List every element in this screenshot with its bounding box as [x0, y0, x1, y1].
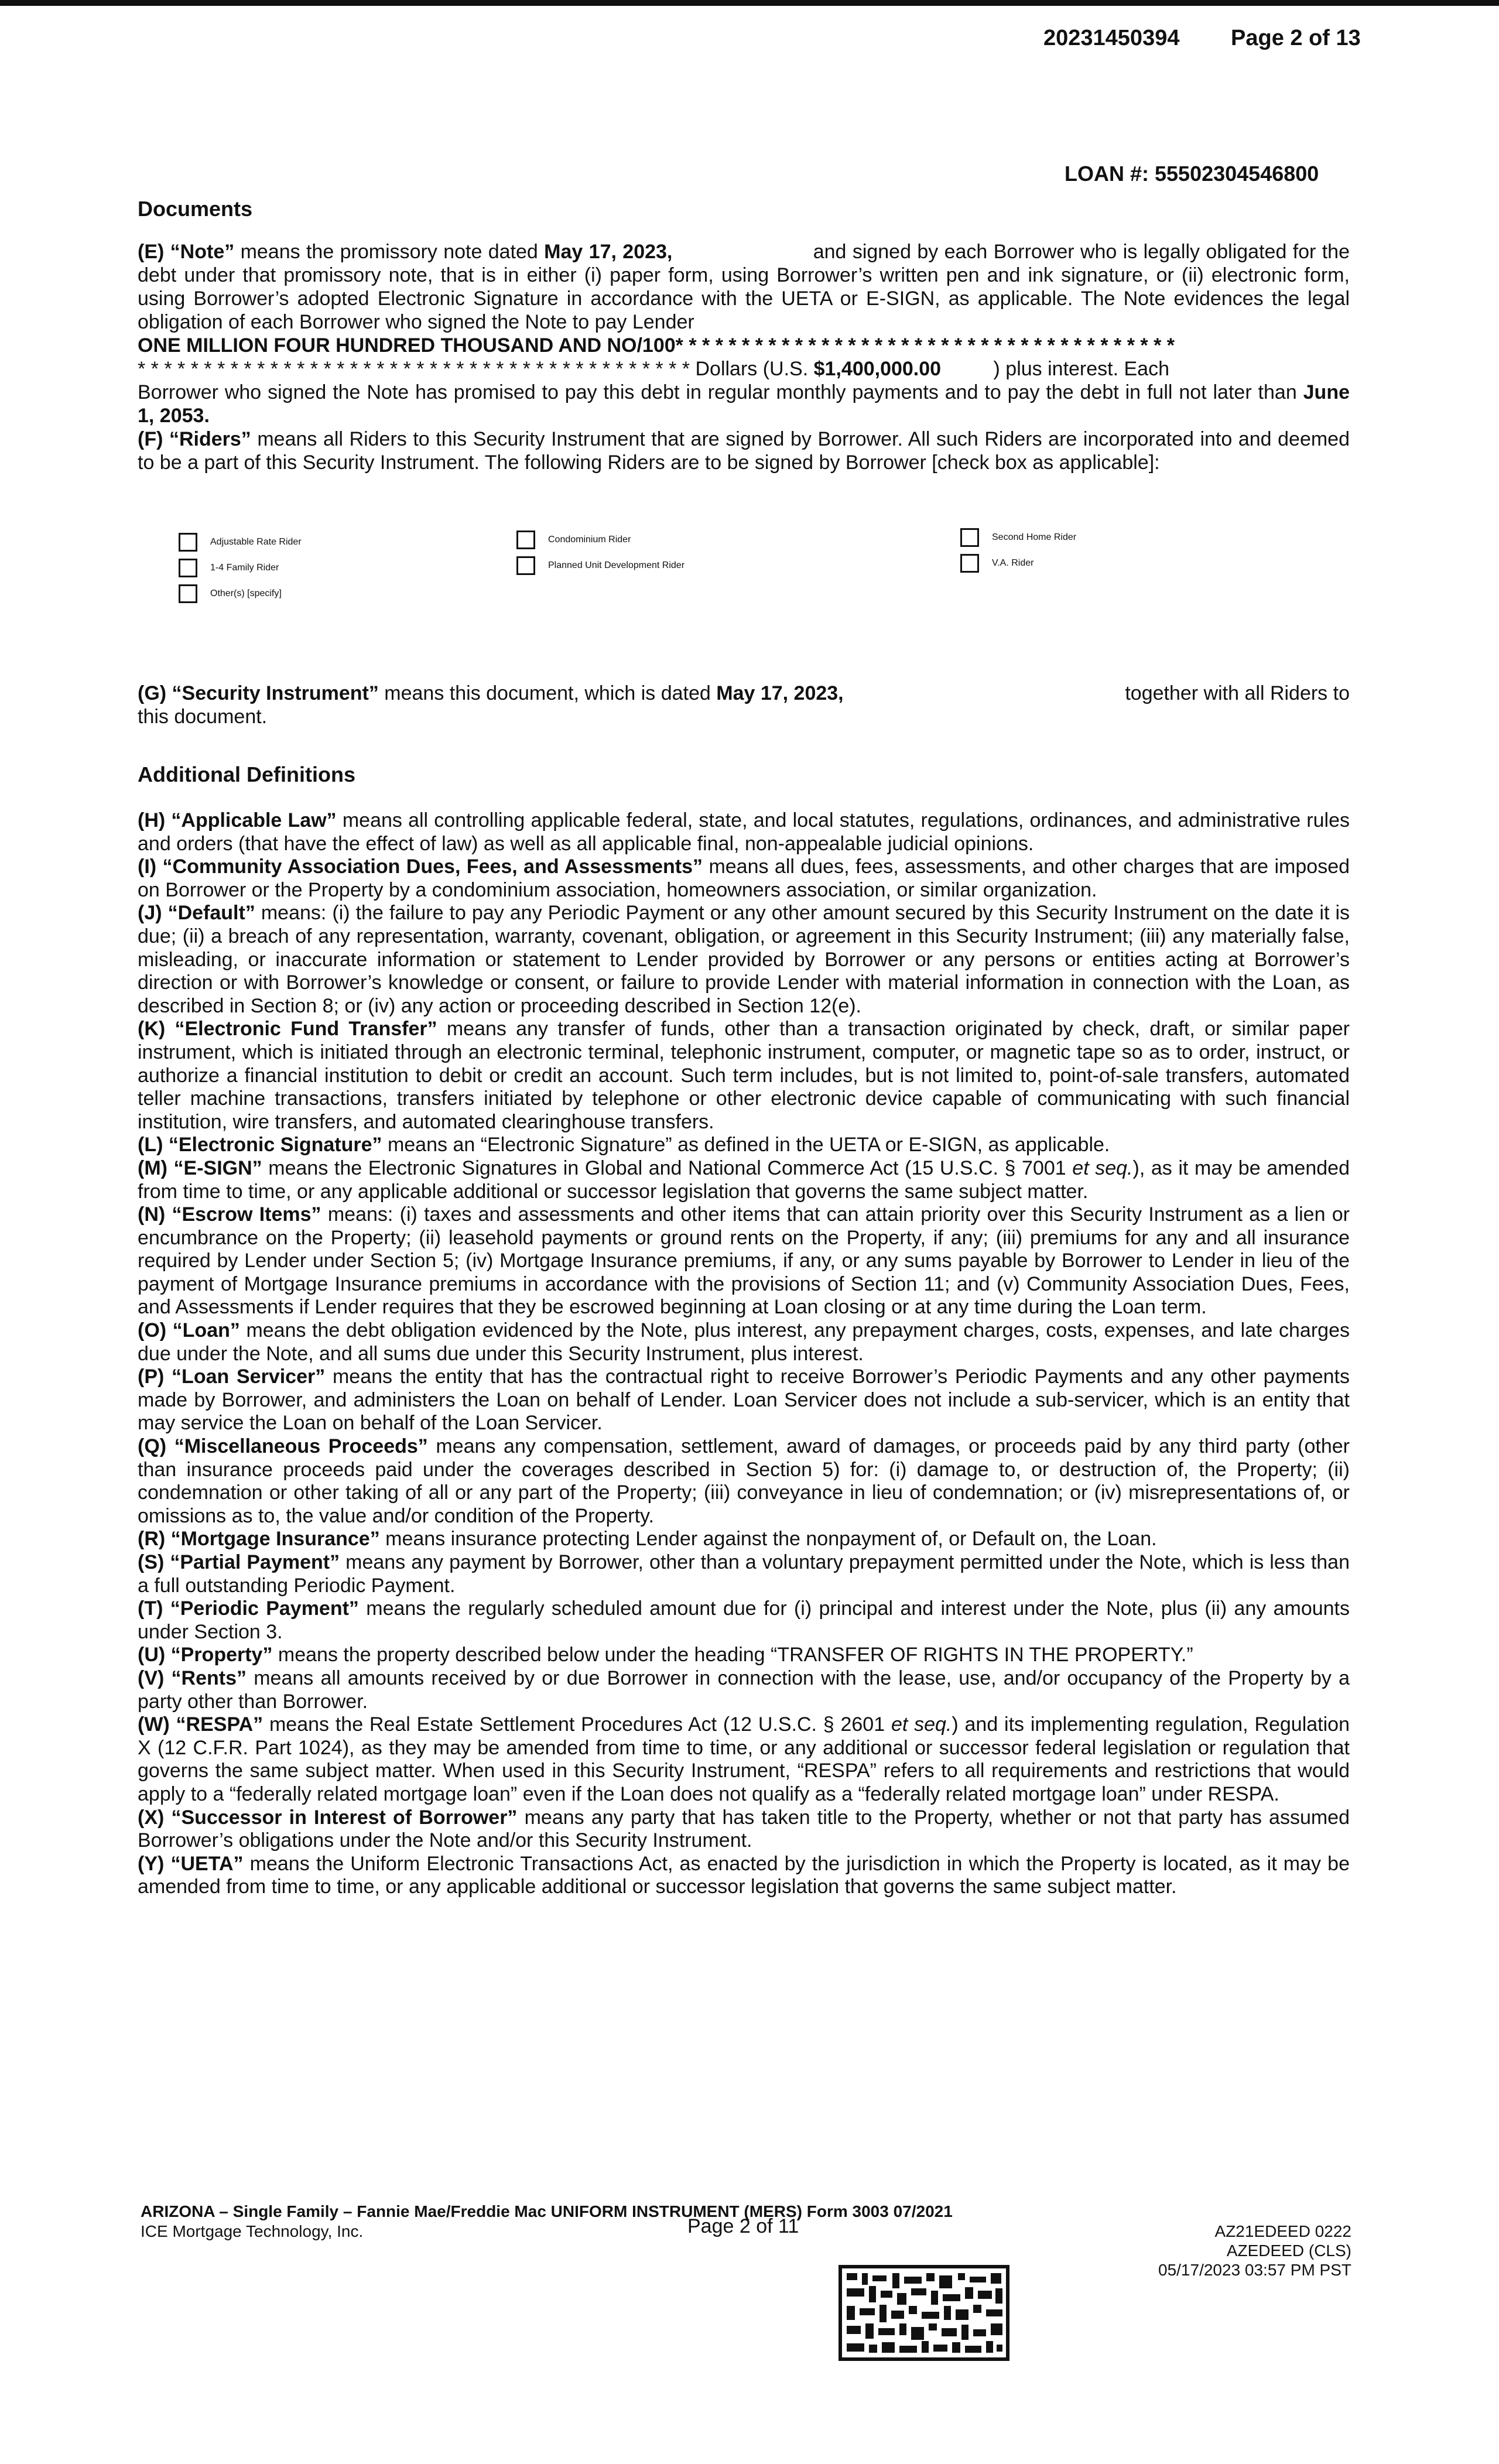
- definition-s: [138, 1551, 1350, 1597]
- rider-pud[interactable]: [516, 556, 685, 575]
- rider-other-label: Other(s) [specify]: [210, 588, 282, 598]
- term-body: means: (i) the failure to pay any Periodic Payment or any other amount secured by this Security Instrument on the date it is due; (ii) a breach of any representation, warranty, covenant, obligation, or agreement in this Security Instrument; (iii) any materially false, misleading, or inaccurate information or statement to Lender provided by Borrower or any persons or entities acting at Borrower’s direction or with Borrower’s knowledge or consent, or failure to provide Lender with material information in connection with the Loan, as described in Section 8; or (iv) any action or proceeding described in Section 12(e).: [138, 902, 1350, 1017]
- riders-label: (F) “Riders”: [138, 428, 251, 450]
- term-body: means any party that has taken title to the Property, whether or not that party has assumed Borrower’s obligations under the Note and/or this Security Instrument.: [138, 1806, 1350, 1852]
- definition-w: [138, 1713, 1350, 1806]
- si-tail2: this document.: [138, 706, 268, 728]
- term-label: (V) “Rents”: [138, 1666, 247, 1689]
- definition-r: [138, 1528, 1350, 1551]
- note-tail-text: Borrower who signed the Note has promised to pay this debt in regular monthly payments and to pay the debt in full not later than: [138, 381, 1303, 403]
- maturity-date: June 1, 2053.: [138, 381, 1350, 427]
- definition-m: [138, 1157, 1350, 1203]
- definition-n: [138, 1203, 1350, 1319]
- definition-o: [138, 1319, 1350, 1366]
- additional-definitions: [138, 809, 1350, 1899]
- si-date: May 17, 2023,: [716, 682, 844, 704]
- si-label: (G) “Security Instrument”: [138, 682, 379, 704]
- rider-va-label: V.A. Rider: [992, 558, 1034, 568]
- note-text: means the promissory note dated: [234, 241, 545, 263]
- definition-i: [138, 855, 1350, 902]
- amount-words: ONE MILLION FOUR HUNDRED THOUSAND AND NO/100* * * * * * * * * * * * * * * * * * * * * * * * * * * * * * * * * * * * * *: [138, 334, 1175, 357]
- term-label: (T) “Periodic Payment”: [138, 1597, 359, 1620]
- footer-form-line: ARIZONA – Single Family – Fannie Mae/Freddie Mac UNIFORM INSTRUMENT (MERS) Form 3003 07/2021: [141, 2202, 953, 2220]
- rider-va[interactable]: [960, 554, 1033, 573]
- checkbox-second-home[interactable]: [960, 528, 979, 547]
- plus-interest: ) plus interest. Each: [993, 358, 1170, 380]
- footer-form-id: AZEDEED (CLS): [1226, 2241, 1351, 2260]
- rider-family-label: 1-4 Family Rider: [210, 563, 279, 573]
- term-label: (L) “Electronic Signature”: [138, 1134, 382, 1156]
- security-instrument-definition: [138, 682, 1350, 728]
- note-definition: [138, 240, 1350, 474]
- note-date: May 17, 2023,: [544, 241, 673, 263]
- definition-h: [138, 809, 1350, 855]
- rider-second-home[interactable]: [960, 528, 1076, 547]
- definition-y: [138, 1853, 1350, 1899]
- footer-timestamp: 05/17/2023 03:57 PM PST: [1158, 2261, 1351, 2279]
- term-italic: et seq.: [1072, 1156, 1133, 1179]
- checkbox-condo[interactable]: [516, 531, 535, 549]
- term-body: means: (i) taxes and assessments and other items that can attain priority over this Security Instrument as a lien or encumbrance on the Property; (ii) leasehold payments or ground rents on the Property, if any; (iii) premiums for any and all insurance required by Lender under Section 5; (iv) Mortgage Insurance premiums, if any, or any sums payable by Borrower to Lender in lieu of the payment of Mortgage Insurance premiums in accordance with the provisions of Section 11; and (v) Community Association Dues, Fees, and Assessments if Lender requires that they be escrowed beginning at Loan closing or at any time during the Loan term.: [138, 1203, 1350, 1319]
- term-tail: ) and its implementing regulation, Regulation X (12 C.F.R. Part 1024), as they may be amended from time to time, or any additional or successor federal legislation or regulation that governs the same subject matter. When used in this Security Instrument, “RESPA” refers to all requirements and restrictions that would apply to a “federally related mortgage loan” even if the Loan does not qualify as a “federally related mortgage loan” under RESPA.: [138, 1713, 1350, 1805]
- term-label: (M) “E-SIGN”: [138, 1156, 262, 1179]
- rider-adjustable-label: Adjustable Rate Rider: [210, 537, 302, 547]
- term-body: means an “Electronic Signature” as defined in the UETA or E-SIGN, as applicable.: [382, 1134, 1110, 1156]
- term-body: means the debt obligation evidenced by the Note, plus interest, any prepayment charges, costs, expenses, and late charges due under the Note, and all sums due under this Security Instrument, plus interest.: [138, 1319, 1350, 1365]
- term-body: means all amounts received by or due Borrower in connection with the lease, use, and/or occupancy of the Property by a party other than Borrower.: [138, 1666, 1350, 1713]
- term-label: (R) “Mortgage Insurance”: [138, 1528, 380, 1551]
- term-body: means the Uniform Electronic Transactions Act, as enacted by the jurisdiction in which the Property is located, as it may be amended from time to time, or any applicable additional or successor legislation that governs the same subject matter.: [138, 1852, 1350, 1898]
- term-tail: ), as it may be amended from time to time, or any applicable additional or successor legislation that governs the same subject matter.: [138, 1156, 1350, 1203]
- si-line: [138, 682, 1350, 705]
- dollars-label: Dollars (U.S.: [695, 358, 809, 380]
- term-label: (Y) “UETA”: [138, 1852, 244, 1875]
- checkbox-pud[interactable]: [516, 556, 535, 575]
- note-body: and signed by each Borrower who is legally obligated for the debt under that promissory note, that is in either (i) paper form, using Borrower’s written pen and ink signature, or (ii) electronic form, using Borrower’s adopted Electronic Signature in accordance with the UETA or E-SIGN, as applicable. The Note evidences the legal obligation of each Borrower who signed the Note to pay Lender: [138, 241, 1350, 333]
- definition-j: [138, 902, 1350, 1018]
- recording-number: 20231450394: [1043, 26, 1180, 50]
- footer-page: Page 2 of 11: [687, 2215, 799, 2237]
- amount-stars: * * * * * * * * * * * * * * * * * * * * * * * * * * * * * * * * * * * * * * * * * *: [138, 358, 690, 380]
- additional-definitions-heading: Additional Definitions: [138, 762, 355, 786]
- definition-x: [138, 1806, 1350, 1853]
- term-body: means any compensation, settlement, award of damages, or proceeds paid by any third party (other than insurance proceeds paid under the coverages described in Section 5) for: (i) damage to, or destruction of, the Property; (ii) condemnation or other taking of all or any part of the Property; (iii) conveyance in lieu of condemnation; or (iv) misrepresentations of, or omissions as to, the value and/or condition of the Property.: [138, 1435, 1350, 1527]
- rider-condo-label: Condominium Rider: [548, 535, 631, 545]
- term-label: (Q) “Miscellaneous Proceeds”: [138, 1435, 428, 1458]
- note-paragraph: [138, 240, 1350, 334]
- page-indicator: Page 2 of 13: [1231, 26, 1361, 50]
- term-label: (J) “Default”: [138, 902, 255, 925]
- term-label: (N) “Escrow Items”: [138, 1203, 321, 1226]
- definition-p: [138, 1366, 1350, 1435]
- term-label: (U) “Property”: [138, 1644, 273, 1666]
- loan-number: LOAN #: 55502304546800: [1065, 162, 1319, 186]
- term-label: (W) “RESPA”: [138, 1713, 263, 1736]
- checkbox-va[interactable]: [960, 554, 979, 573]
- definition-t: [138, 1597, 1350, 1644]
- si-body: means this document, which is dated: [378, 682, 717, 704]
- 2d-barcode-image: [839, 2265, 1009, 2361]
- rider-family[interactable]: [179, 559, 279, 577]
- top-border: [0, 0, 1499, 6]
- definition-u: [138, 1644, 1350, 1667]
- riders-body: means all Riders to this Security Instrument that are signed by Borrower. All such Riders are incorporated into and deemed to be a part of this Security Instrument. The following Riders are to be signed by Borrower [check box as applicable]:: [138, 428, 1350, 474]
- term-body: means all dues, fees, assessments, and other charges that are imposed on Borrower or the Property by a condominium association, homeowners association, or similar organization.: [138, 855, 1350, 901]
- term-body: means the regularly scheduled amount due for (i) principal and interest under the Note, plus (ii) any amounts under Section 3.: [138, 1597, 1350, 1643]
- riders-paragraph: [138, 427, 1350, 474]
- term-body: means any payment by Borrower, other than a voluntary prepayment permitted under the Note, which is less than a full outstanding Periodic Payment.: [138, 1551, 1350, 1597]
- term-body: means the property described below under the heading “TRANSFER OF RIGHTS IN THE PROPERTY.”: [272, 1644, 1193, 1666]
- checkbox-family[interactable]: [179, 559, 197, 577]
- term-body: means all controlling applicable federal, state, and local statutes, regulations, ordinances, and administrative rules and orders (that have the effect of law) as well as all applicable final, non-appealable judicial opinions.: [138, 809, 1350, 855]
- amount-line: [138, 357, 1350, 381]
- definition-q: [138, 1435, 1350, 1528]
- si-tail: together with all Riders to: [1125, 682, 1350, 704]
- definition-k: [138, 1018, 1350, 1134]
- rider-other[interactable]: [179, 584, 282, 603]
- term-body: means the Real Estate Settlement Procedures Act (12 U.S.C. § 2601: [263, 1713, 891, 1736]
- rider-adjustable[interactable]: [179, 533, 302, 552]
- term-body: means any transfer of funds, other than a transaction originated by check, draft, or similar paper instrument, which is initiated through an electronic terminal, telephonic instrument, computer, or magnetic tape so as to order, instruct, or authorize a financial institution to debit or credit an account. Such term includes, but is not limited to, point-of-sale transfers, automated teller machine transactions, transfers initiated by telephone or other electronic device capable of communicating with such financial institution, wire transfers, and automated clearinghouse transfers.: [138, 1018, 1350, 1133]
- term-body: means the Electronic Signatures in Global and National Commerce Act (15 U.S.C. § 7001: [262, 1156, 1073, 1179]
- term-label: (X) “Successor in Interest of Borrower”: [138, 1806, 518, 1829]
- checkbox-adjustable[interactable]: [179, 533, 197, 552]
- term-body: means insurance protecting Lender against the nonpayment of, or Default on, the Loan.: [379, 1528, 1157, 1551]
- documents-heading: Documents: [138, 197, 253, 221]
- definition-l: [138, 1134, 1350, 1157]
- loan-amount: $1,400,000.00: [813, 358, 942, 380]
- term-label: (O) “Loan”: [138, 1319, 240, 1342]
- term-label: (S) “Partial Payment”: [138, 1551, 340, 1573]
- rider-pud-label: Planned Unit Development Rider: [548, 560, 685, 570]
- note-label: (E) “Note”: [138, 241, 235, 263]
- definition-v: [138, 1667, 1350, 1713]
- rider-condo[interactable]: [516, 531, 631, 549]
- footer-vendor: ICE Mortgage Technology, Inc.: [141, 2222, 364, 2240]
- term-label: (P) “Loan Servicer”: [138, 1366, 326, 1388]
- term-label: (K) “Electronic Fund Transfer”: [138, 1018, 437, 1041]
- footer-form-code: AZ21EDEED 0222: [1214, 2222, 1351, 2240]
- term-body: means the entity that has the contractual right to receive Borrower’s Periodic Payments and any other payments made by Borrower, and administers the Loan on behalf of Lender. Loan Servicer does not include a sub-servicer, which is an entity that may service the Loan on behalf of the Loan Servicer.: [138, 1366, 1350, 1435]
- term-label: (I) “Community Association Dues, Fees, and Assessments”: [138, 855, 703, 878]
- note-tail: [138, 381, 1350, 427]
- term-label: (H) “Applicable Law”: [138, 809, 337, 831]
- term-italic: et seq.: [891, 1713, 952, 1736]
- rider-second-home-label: Second Home Rider: [992, 532, 1077, 542]
- checkbox-other[interactable]: [179, 584, 197, 603]
